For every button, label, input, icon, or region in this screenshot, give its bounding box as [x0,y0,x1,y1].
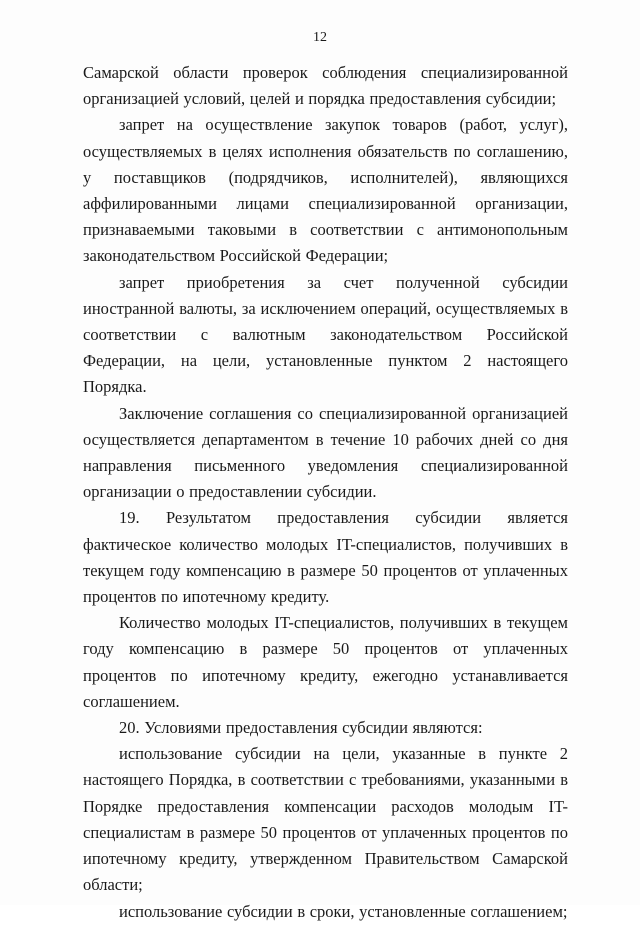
page-number: 12 [313,30,327,45]
paragraph-currency-ban: запрет приобретения за счет полученной субсидии иностранной валюты, за исключением операций, осуществляемых в соответствии с валютным законодательством Российской Федерации, на цели, установленные пунктом 2 настоящего Порядка. [83,272,568,397]
paragraph-use-for-purposes: использование субсидии на цели, указанные в пункте 2 настоящего Порядка, в соответствии с требованиями, указанными в Порядке предоставления компенсации расходов молодым IT-специалистам в размере 50 процентов от уплаченных процентов по ипотечному кредиту, утвержденном Правительством Самарской области; [83,744,568,895]
paragraph-item-19: 19. Результатом предоставления субсидии является фактическое количество молодых IT-специалистов, получивших в текущем году компенсацию в размере 50 процентов от уплаченных процентов по ипотечному кредиту. [83,508,568,607]
document-body [83,60,568,925]
paragraph-item-20: 20. Условиями предоставления субсидии являются: [119,718,483,738]
paragraph-specialists-count: Количество молодых IT-специалистов, получивших в текущем году компенсацию в размере 50 процентов от уплаченных процентов по ипотечному кредиту, ежегодно устанавливается соглашением. [83,613,568,711]
paragraph-continuation: Самарской области проверок соблюдения специализированной организацией условий, целей и порядка предоставления субсидии; [83,63,568,109]
paragraph-use-in-terms: использование субсидии в сроки, установленные соглашением; [119,901,568,921]
paragraph-agreement-conclusion: Заключение соглашения со специализированной организацией осуществляется департаментом в течение 10 рабочих дней со дня направления письменного уведомления специализированной организации о предоставлении субсидии. [83,403,568,502]
paragraph-procurement-ban: запрет на осуществление закупок товаров (работ, услуг), осуществляемых в целях исполнения обязательств по соглашению, у поставщиков (подрядчиков, исполнителей), являющихся аффилированными лицами специализированной организации, признаваемыми таковыми в соответствии с антимонопольным законодательством Российской Федерации; [83,115,568,266]
